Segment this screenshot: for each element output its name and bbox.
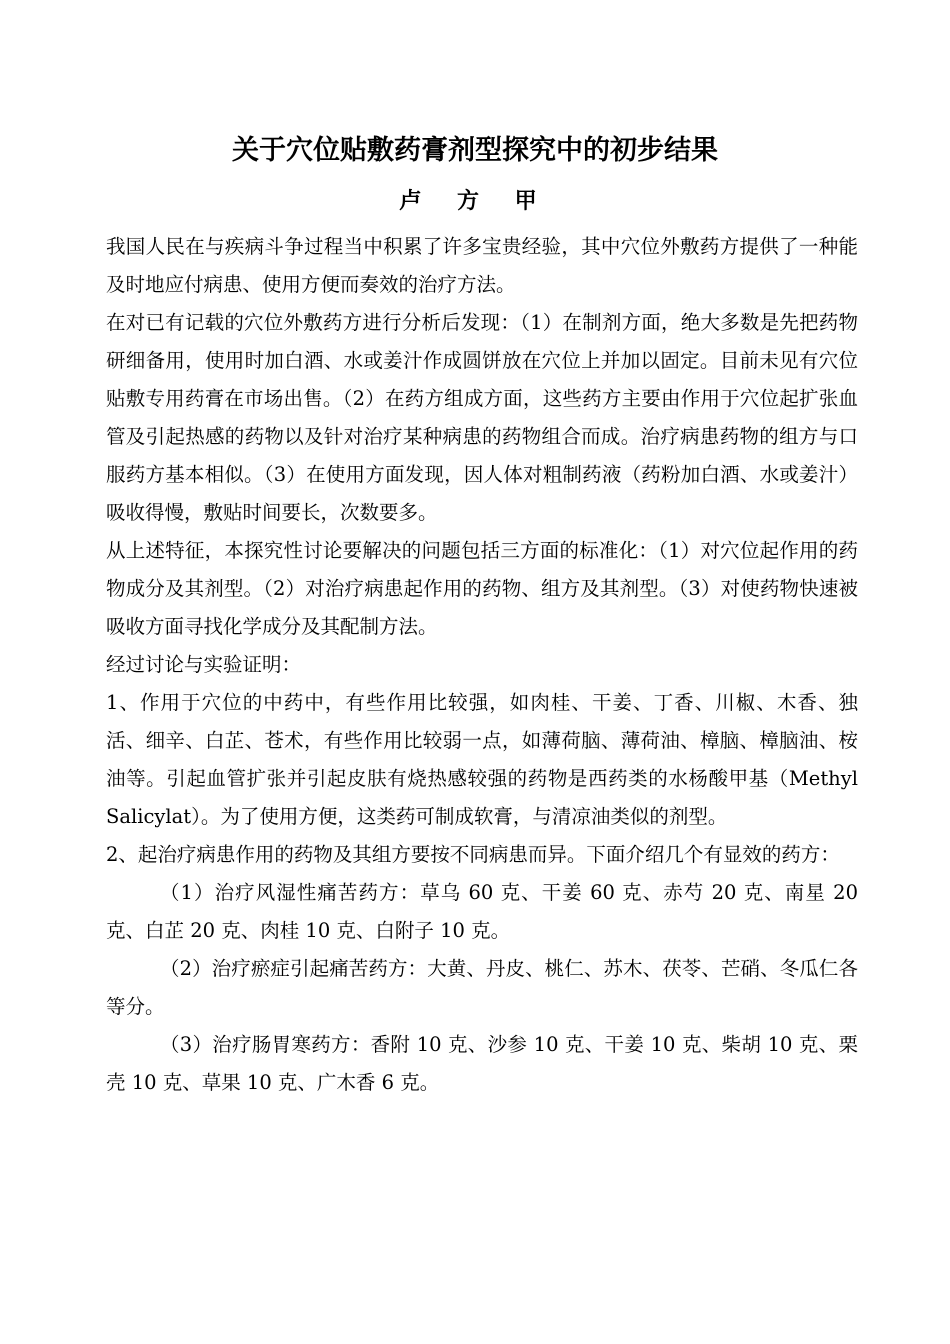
document-body (106, 228, 858, 1102)
paragraph-analysis: 在对已有记载的穴位外敷药方进行分析后发现：（1）在制剂方面，绝大多数是先把药物研细备用，使用时加白酒、水或姜汁作成圆饼放在穴位上并加以固定。目前未见有穴位贴敷专用药膏在市场出售。（2）在药方组成方面，这些药方主要由作用于穴位起扩张血管及引起热感的药物以及针对治疗某种病患的药物组合而成。治疗病患药物的组方与口服药方基本相似。（3）在使用方面发现，因人体对粗制药液（药粉加白酒、水或姜汁）吸收得慢，敷贴时间要长，次数要多。 (106, 311, 858, 524)
paragraph-point-1: 1、作用于穴位的中药中，有些作用比较强，如肉桂、干姜、丁香、川椒、木香、独活、细辛、白芷、苍术，有些作用比较弱一点，如薄荷脑、薄荷油、樟脑、樟脑油、桉油等。引起血管扩张并引起皮肤有烧热感较强的药物是西药类的水杨酸甲基（Methyl Salicylat）。为了使用方便，这类药可制成软膏，与清凉油类似的剂型。 (106, 691, 858, 828)
document-author: 卢 方 甲 (399, 188, 551, 214)
paragraph-problems: 从上述特征，本探究性讨论要解决的问题包括三方面的标准化：（1）对穴位起作用的药物成分及其剂型。（2）对治疗病患起作用的药物、组方及其剂型。（3）对使药物快速被吸收方面寻找化学成分及其配制方法。 (106, 539, 858, 638)
paragraph-proof-heading: 经过讨论与实验证明： (106, 653, 302, 676)
prescription-item-3: （3）治疗肠胃寒药方：香附 10 克、沙参 10 克、干姜 10 克、柴胡 10 克、栗壳 10 克、草果 10 克、广木香 6 克。 (106, 1033, 858, 1094)
paragraph-intro: 我国人民在与疾病斗争过程当中积累了许多宝贵经验，其中穴位外敷药方提供了一种能及时地应付病患、使用方便而奏效的治疗方法。 (106, 235, 858, 296)
document-title: 关于穴位贴敷药膏剂型探究中的初步结果 (232, 135, 718, 166)
paragraph-point-2: 2、起治疗病患作用的药物及其组方要按不同病患而异。下面介绍几个有显效的药方： (106, 843, 840, 866)
prescription-item-2: （2）治疗瘀症引起痛苦药方：大黄、丹皮、桃仁、苏木、茯苓、芒硝、冬瓜仁各等分。 (106, 957, 858, 1018)
prescription-item-1: （1）治疗风湿性痛苦药方：草乌 60 克、干姜 60 克、赤芍 20 克、南星 20 克、白芷 20 克、肉桂 10 克、白附子 10 克。 (106, 881, 858, 942)
